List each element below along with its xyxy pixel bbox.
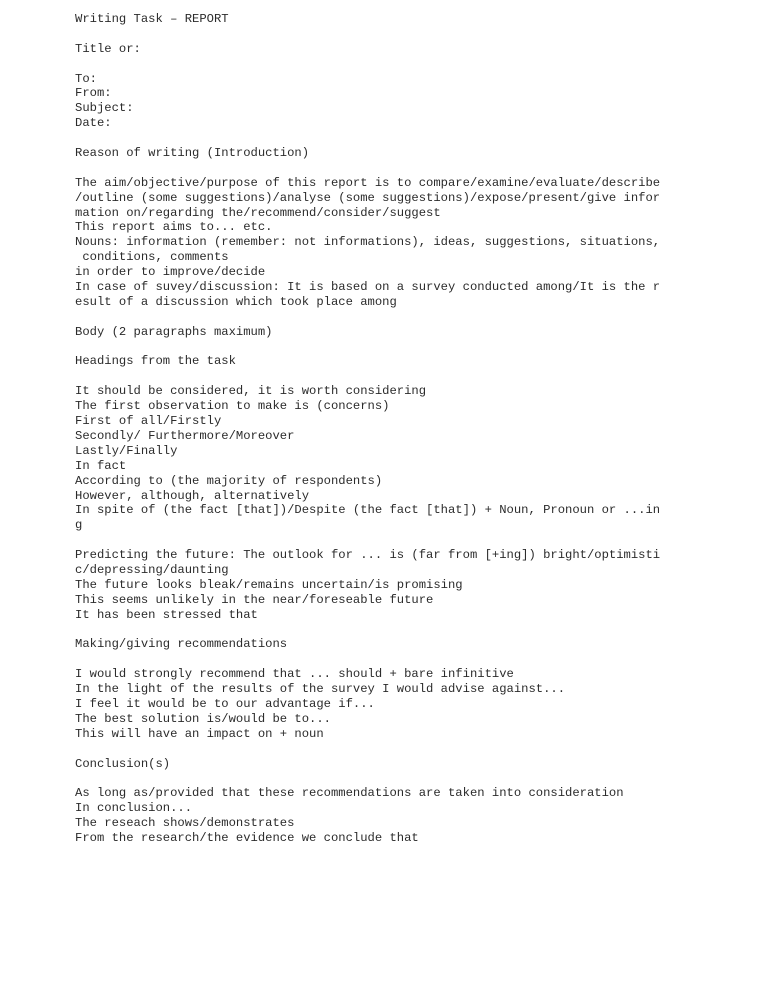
intro-line: in order to improve/decide xyxy=(75,265,266,280)
title-or-label: Title or: xyxy=(75,41,141,56)
conclusion-heading: Conclusion(s) xyxy=(75,756,171,771)
future-line: Predicting the future: The outlook for ... is (far from [+ing]) bright/optimisti xyxy=(75,548,661,563)
body-line: In fact xyxy=(75,458,127,473)
spacer xyxy=(75,310,755,325)
spacer xyxy=(75,623,755,638)
body-line: However, although, alternatively xyxy=(75,488,310,503)
recommend-line: I would strongly recommend that ... should + bare infinitive xyxy=(75,667,514,682)
intro-line: In case of suvey/discussion: It is based on a survey conducted among/It is the r xyxy=(75,280,661,295)
intro-line: This report aims to... etc. xyxy=(75,220,273,235)
future-line: This seems unlikely in the near/foreseable future xyxy=(75,592,434,607)
body-line: In spite of (the fact [that])/Despite (the fact [that]) + Noun, Pronoun or ...in xyxy=(75,503,661,518)
conclusion-line: The reseach shows/demonstrates xyxy=(75,816,295,831)
memo-from: From: xyxy=(75,86,112,101)
memo-to: To: xyxy=(75,71,97,86)
spacer xyxy=(75,369,755,384)
body-line: g xyxy=(75,518,83,533)
memo-subject: Subject: xyxy=(75,101,134,116)
spacer xyxy=(75,340,755,355)
spacer xyxy=(75,131,755,146)
conclusion-line: As long as/provided that these recommendations are taken into consideration xyxy=(75,786,624,801)
body-line: Secondly/ Furthermore/Moreover xyxy=(75,428,295,443)
memo-date: Date: xyxy=(75,116,112,131)
intro-line: conditions, comments xyxy=(75,250,229,265)
spacer xyxy=(75,533,755,548)
recommend-line: This will have an impact on + noun xyxy=(75,726,324,741)
body-line: First of all/Firstly xyxy=(75,414,222,429)
document-page xyxy=(75,12,755,846)
conclusion-line: From the research/the evidence we conclude that xyxy=(75,830,419,845)
recommend-line: The best solution is/would be to... xyxy=(75,711,331,726)
intro-line: Nouns: information (remember: not informations), ideas, suggestions, situations, xyxy=(75,235,661,250)
body-line: The first observation to make is (concerns) xyxy=(75,399,390,414)
recommend-heading: Making/giving recommendations xyxy=(75,637,288,652)
intro-heading: Reason of writing (Introduction) xyxy=(75,146,310,161)
future-line: c/depressing/daunting xyxy=(75,562,229,577)
body-line: Lastly/Finally xyxy=(75,443,178,458)
body-heading: Body (2 paragraphs maximum) xyxy=(75,324,273,339)
intro-line: esult of a discussion which took place among xyxy=(75,294,397,309)
spacer xyxy=(75,652,755,667)
spacer xyxy=(75,27,755,42)
intro-line: mation on/regarding the/recommend/consider/suggest xyxy=(75,205,441,220)
future-line: The future looks bleak/remains uncertain/is promising xyxy=(75,577,463,592)
recommend-line: In the light of the results of the survey I would advise against... xyxy=(75,682,566,697)
conclusion-line: In conclusion... xyxy=(75,801,193,816)
intro-line: /outline (some suggestions)/analyse (some suggestions)/expose/present/give infor xyxy=(75,190,661,205)
recommend-line: I feel it would be to our advantage if... xyxy=(75,696,375,711)
future-line: It has been stressed that xyxy=(75,607,258,622)
headings-note: Headings from the task xyxy=(75,354,236,369)
document-title: Writing Task – REPORT xyxy=(75,12,229,26)
spacer xyxy=(75,57,755,72)
spacer xyxy=(75,742,755,757)
body-line: It should be considered, it is worth considering xyxy=(75,384,427,399)
spacer xyxy=(75,771,755,786)
spacer xyxy=(75,161,755,176)
intro-line: The aim/objective/purpose of this report is to compare/examine/evaluate/describe xyxy=(75,175,661,190)
body-line: According to (the majority of respondents) xyxy=(75,473,383,488)
